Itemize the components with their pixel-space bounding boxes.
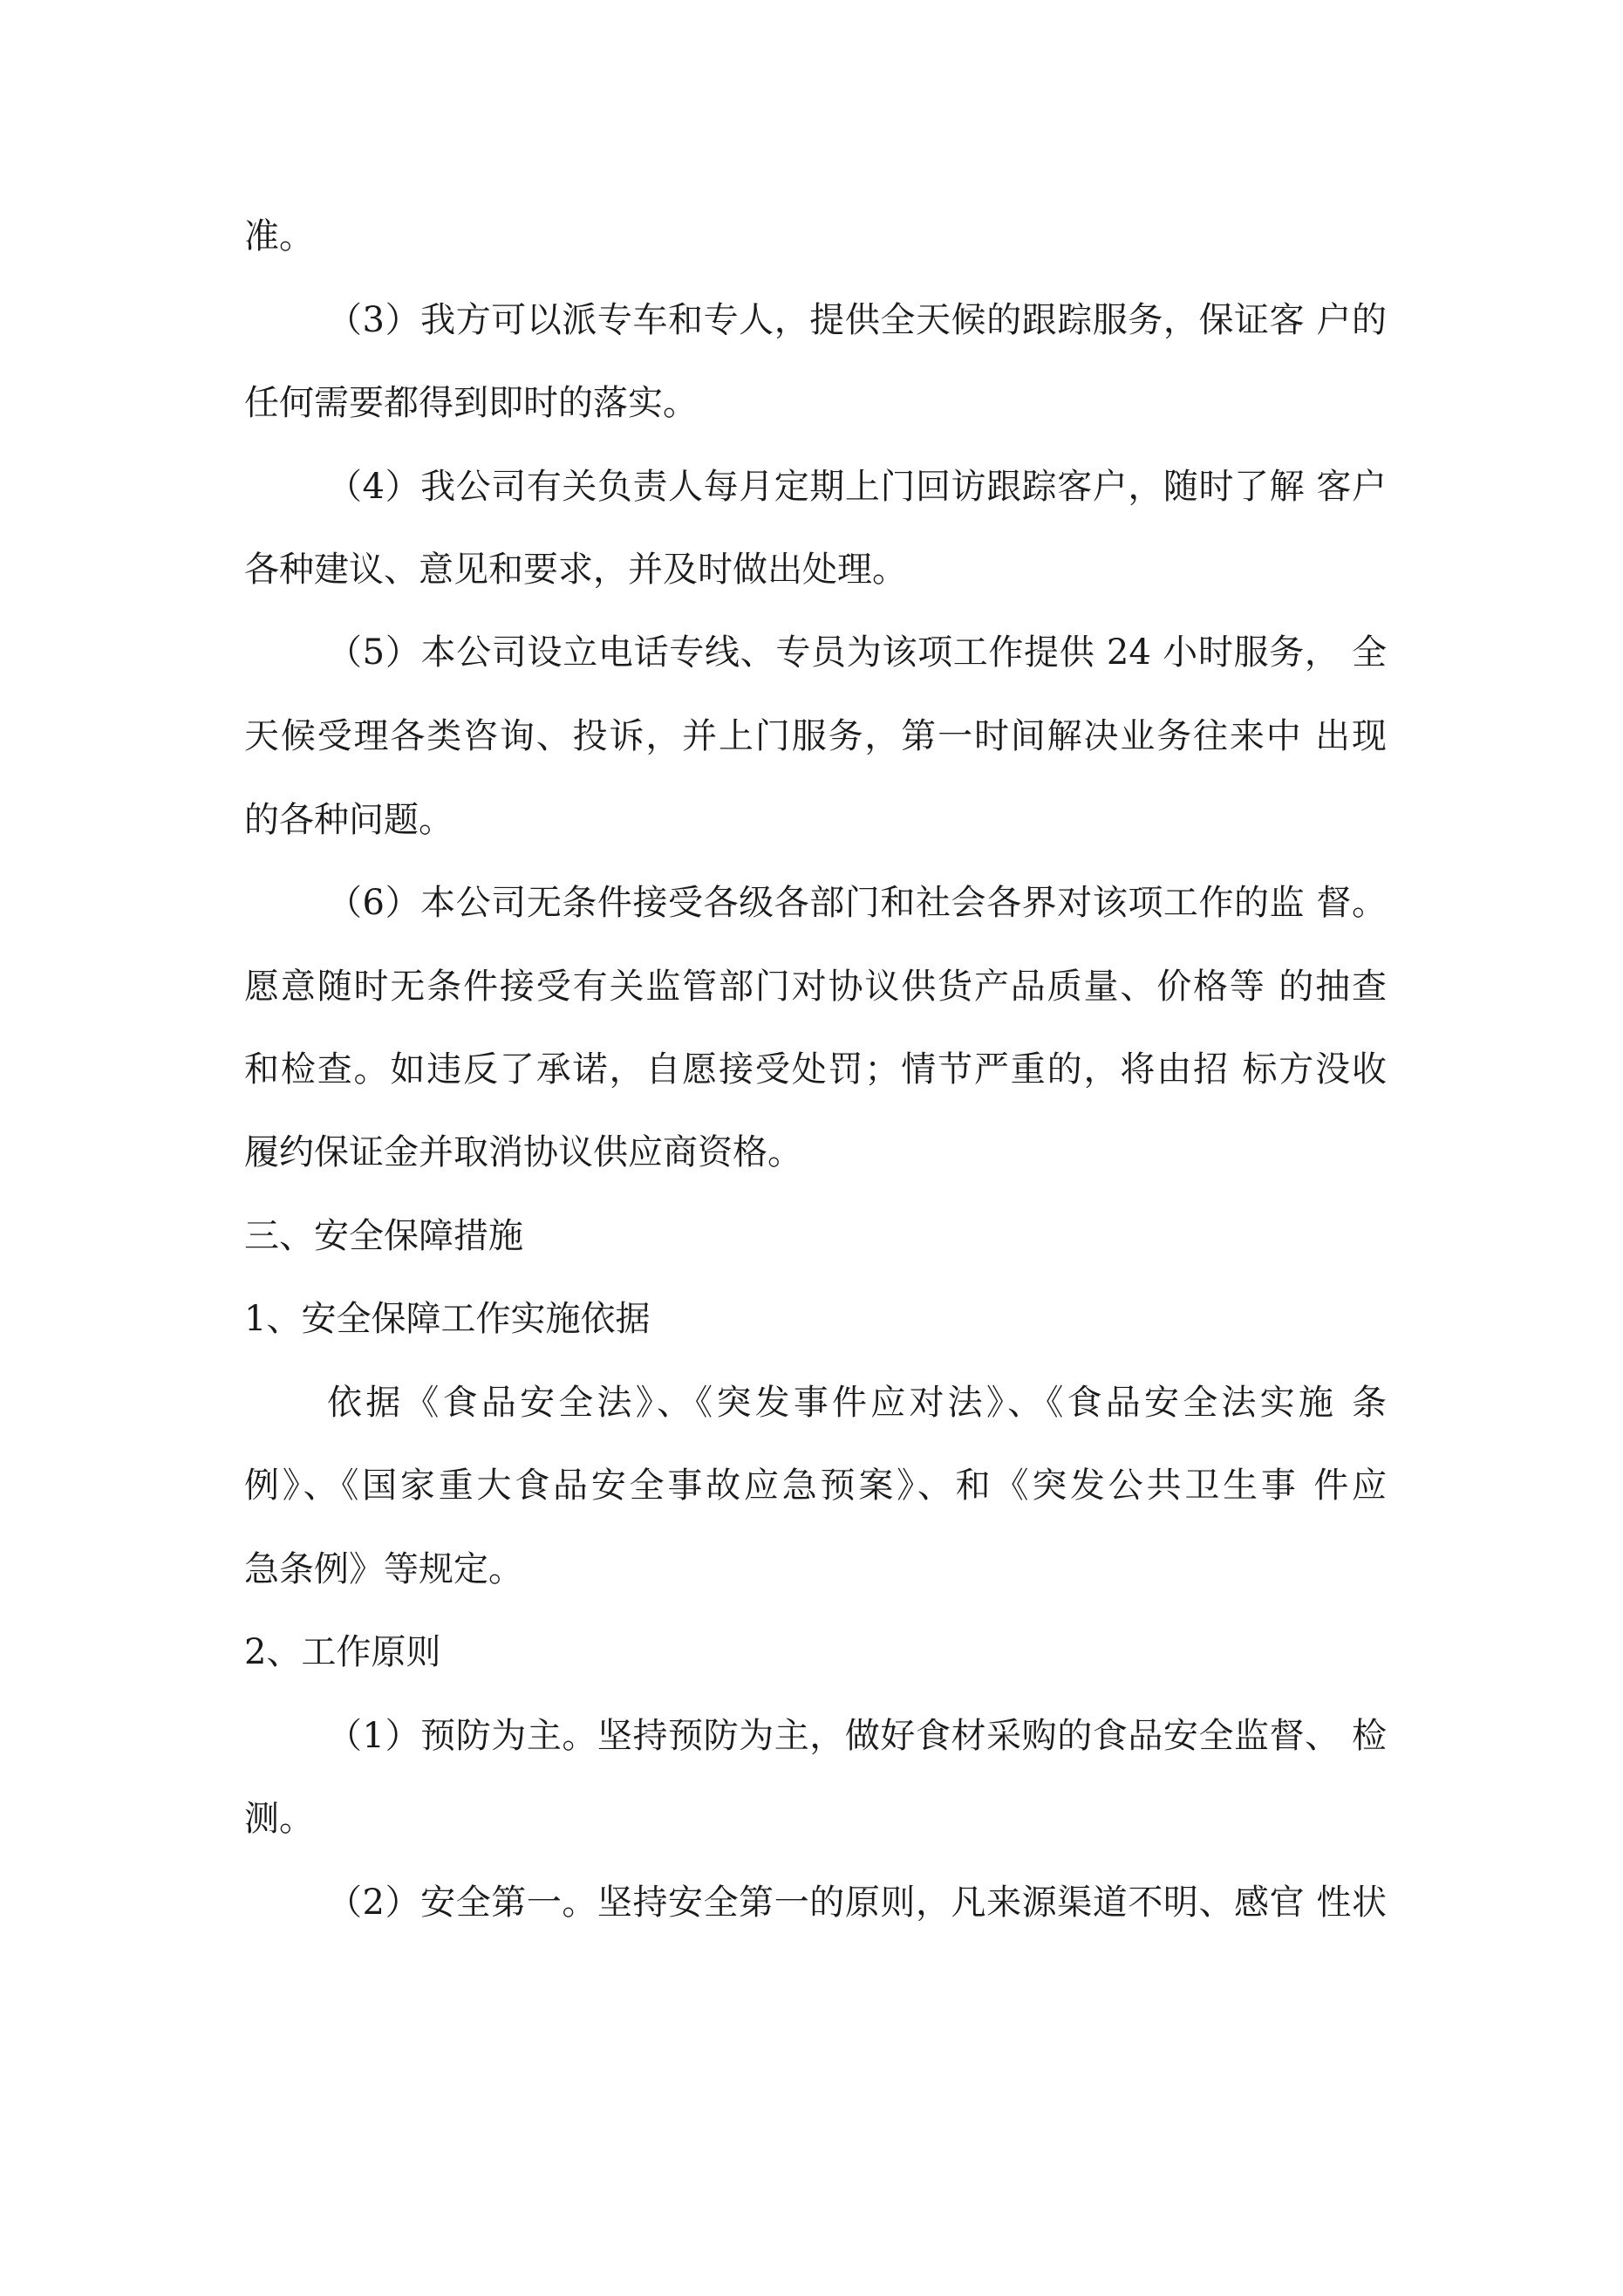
paragraph-line: （2）安全第一。坚持安全第一的原则，凡来源渠道不明、感官 性状 (327, 1883, 1387, 1923)
paragraph-line: 和检查。如违反了承诺，自愿接受处罚；情节严重的，将由招 标方没收 (244, 1049, 1387, 1090)
subsection-heading: 1、安全保障工作实施依据 (244, 1299, 651, 1339)
paragraph-line: 天候受理各类咨询、投诉，并上门服务，第一时间解决业务往来中 出现 (244, 716, 1387, 756)
subsection-heading: 2、工作原则 (244, 1632, 441, 1672)
paragraph-line: （3）我方可以派专车和专人，提供全天候的跟踪服务，保证客 户的 (327, 300, 1387, 340)
paragraph-line: （6）本公司无条件接受各级各部门和社会各界对该项工作的监 督。 (327, 883, 1387, 923)
paragraph-line: 依据《食品安全法》、《突发事件应对法》、《食品安全法实施 条 (327, 1383, 1387, 1423)
paragraph-line: 准。 (244, 216, 314, 256)
paragraph-line: （1）预防为主。坚持预防为主，做好食材采购的食品安全监督、 检 (327, 1716, 1387, 1756)
paragraph-line: 愿意随时无条件接受有关监管部门对协议供货产品质量、价格等 的抽查 (244, 967, 1387, 1007)
paragraph-line: 测。 (244, 1799, 314, 1839)
section-heading: 三、安全保障措施 (244, 1216, 523, 1256)
paragraph-line: （4）我公司有关负责人每月定期上门回访跟踪客户，随时了解 客户 (327, 467, 1387, 507)
paragraph-line: （5）本公司设立电话专线、专员为该项工作提供 24 小时服务， 全 (327, 632, 1387, 673)
paragraph-line: 的各种问题。 (244, 800, 453, 840)
paragraph-line: 履约保证金并取消协议供应商资格。 (244, 1132, 802, 1172)
paragraph-line: 急条例》等规定。 (244, 1549, 523, 1589)
paragraph-line: 各种建议、意见和要求，并及时做出处理。 (244, 550, 907, 590)
paragraph-line: 例》、《国家重大食品安全事故应急预案》、和《突发公共卫生事 件应 (244, 1466, 1387, 1506)
paragraph-line: 任何需要都得到即时的落实。 (244, 383, 698, 423)
